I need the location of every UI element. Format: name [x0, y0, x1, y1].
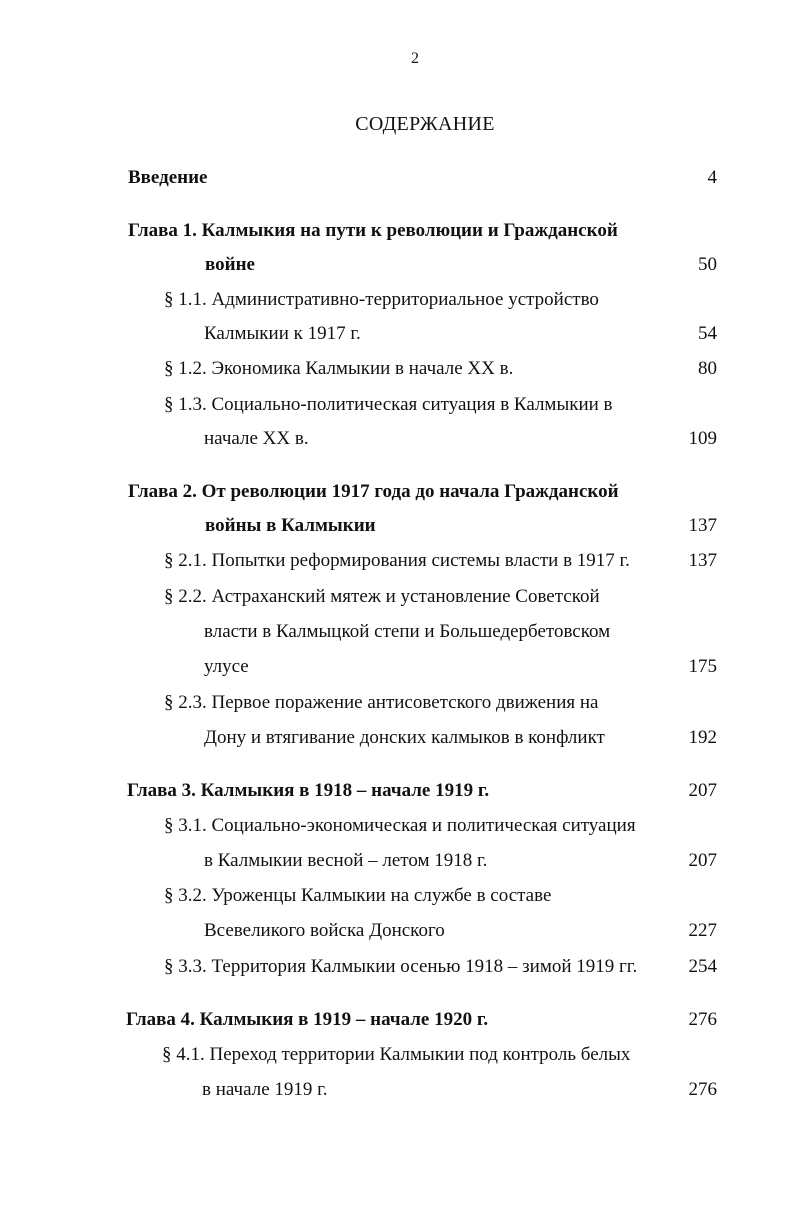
section-2-3-page: 192: [688, 727, 717, 748]
section-2-3-line1: § 2.3. Первое поражение антисоветского движения на: [164, 692, 599, 713]
section-4-1-page: 276: [688, 1079, 717, 1100]
page-title: СОДЕРЖАНИЕ: [355, 113, 495, 135]
section-1-3-page: 109: [688, 428, 717, 449]
chapter-1-page: 50: [698, 254, 717, 275]
section-3-1-line1: § 3.1. Социально-экономическая и политическая ситуация: [164, 815, 636, 836]
section-3-1-page: 207: [688, 850, 717, 871]
toc-introduction-page: 4: [707, 167, 717, 188]
page-number: 2: [411, 50, 419, 67]
section-1-3-line1: § 1.3. Социально-политическая ситуация в Калмыкии в: [164, 394, 613, 415]
section-2-2-line2: власти в Калмыцкой степи и Большедербетовском: [204, 621, 611, 642]
section-2-2-line3: улусе: [204, 656, 249, 677]
chapter-1-title-line1: Глава 1. Калмыкия на пути к революции и Гражданской: [128, 220, 618, 241]
chapter-3-title: Глава 3. Калмыкия в 1918 – начале 1919 г.: [127, 780, 490, 801]
section-3-2-page: 227: [688, 920, 717, 941]
section-3-3-line1: § 3.3. Территория Калмыкии осенью 1918 – зимой 1919 гг.: [164, 956, 638, 977]
section-3-2-line1: § 3.2. Уроженцы Калмыкии на службе в составе: [164, 885, 552, 906]
chapter-4-title: Глава 4. Калмыкия в 1919 – начале 1920 г.: [126, 1009, 489, 1030]
section-4-1-line2: в начале 1919 г.: [202, 1079, 328, 1100]
chapter-2-title-line1: Глава 2. От революции 1917 года до начала Гражданской: [128, 481, 619, 502]
section-3-2-line2: Всевеликого войска Донского: [204, 920, 445, 941]
section-1-1-page: 54: [698, 323, 717, 344]
section-2-3-line2: Дону и втягивание донских калмыков в конфликт: [204, 727, 605, 748]
section-2-2-page: 175: [688, 656, 717, 677]
section-2-1-page: 137: [688, 550, 717, 571]
chapter-2-page: 137: [688, 515, 717, 536]
section-2-1-line1: § 2.1. Попытки реформирования системы власти в 1917 г.: [164, 550, 630, 571]
section-1-1-line2: Калмыкии к 1917 г.: [204, 323, 361, 344]
chapter-1-title-line2: войне: [205, 254, 255, 275]
toc-introduction-label: Введение: [128, 167, 208, 188]
section-1-1-line1: § 1.1. Административно-территориальное устройство: [164, 289, 599, 310]
section-3-1-line2: в Калмыкии весной – летом 1918 г.: [204, 850, 488, 871]
section-1-2-page: 80: [698, 358, 717, 379]
chapter-3-page: 207: [688, 780, 717, 801]
chapter-2-title-line2: войны в Калмыкии: [205, 515, 376, 536]
section-2-2-line1: § 2.2. Астраханский мятеж и установление Советской: [164, 586, 600, 607]
section-4-1-line1: § 4.1. Переход территории Калмыкии под контроль белых: [162, 1044, 631, 1065]
section-1-2-line1: § 1.2. Экономика Калмыкии в начале XX в.: [164, 358, 514, 379]
section-3-3-page: 254: [688, 956, 717, 977]
section-1-3-line2: начале XX в.: [204, 428, 309, 449]
chapter-4-page: 276: [688, 1009, 717, 1030]
